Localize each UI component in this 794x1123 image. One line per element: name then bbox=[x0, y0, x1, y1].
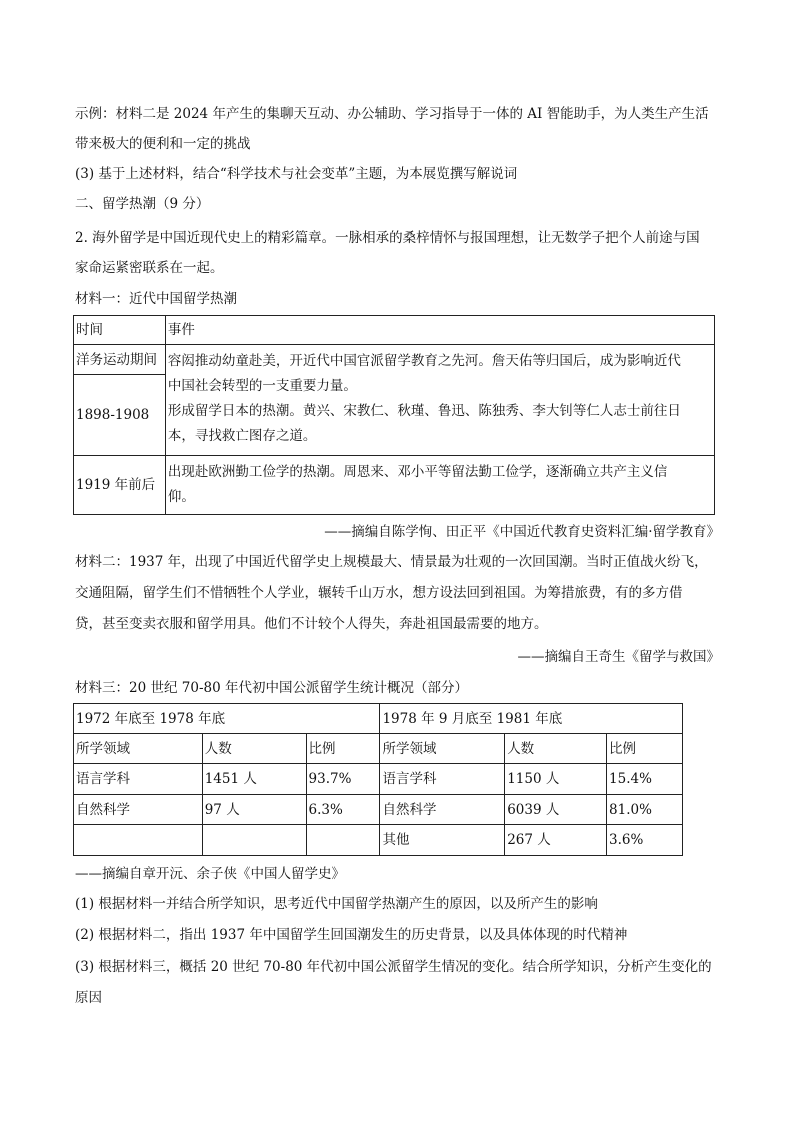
material-1-table bbox=[73, 315, 715, 515]
ratio-cell bbox=[306, 825, 380, 856]
material-2-line-1: 材料二：1937 年，出现了中国近代留学史上规模最大、情景最为壮观的一次回国潮。当时正值战火纷飞， bbox=[75, 554, 708, 570]
section-heading: 二、留学热潮（9 分） bbox=[75, 196, 210, 212]
time-cell: 洋务运动期间 bbox=[74, 345, 166, 375]
table-row bbox=[74, 764, 683, 795]
table-row bbox=[74, 825, 683, 856]
field-cell bbox=[74, 825, 203, 856]
field-cell: 语言学科 bbox=[74, 764, 203, 795]
material-2-source: ——摘编自王奇生《留学与救国》 bbox=[517, 649, 720, 665]
ratio-cell: 3.6% bbox=[607, 825, 683, 856]
field-cell: 语言学科 bbox=[380, 764, 505, 795]
header-field: 所学领域 bbox=[380, 734, 505, 764]
question-1: (1) 根据材料一并结合所学知识，思考近代中国留学热潮产生的原因，以及所产生的影响 bbox=[75, 896, 598, 912]
material-1-title: 材料一：近代中国留学热潮 bbox=[75, 291, 237, 307]
field-cell: 自然科学 bbox=[380, 795, 505, 825]
table-row bbox=[74, 345, 715, 375]
event-line: 仰。 bbox=[167, 489, 195, 505]
period-row bbox=[74, 704, 683, 734]
header-time: 时间 bbox=[74, 316, 166, 345]
count-cell bbox=[202, 825, 306, 856]
event-cell bbox=[165, 345, 714, 456]
question-2: (2) 根据材料二，指出 1937 年中国留学生回国潮发生的历史背景，以及具体体现的时代精神 bbox=[75, 927, 628, 943]
material-3-title: 材料三：20 世纪 70-80 年代初中国公派留学生统计概况（部分） bbox=[75, 680, 468, 696]
event-line: 出现赴欧洲勤工俭学的热潮。周恩来、邓小平等留法勤工俭学，逐渐确立共产主义信 bbox=[167, 464, 668, 480]
header-field: 所学领域 bbox=[74, 734, 203, 764]
header-count: 人数 bbox=[505, 734, 607, 764]
event-line: 本，寻找救亡图存之道。 bbox=[167, 428, 317, 444]
ratio-cell: 15.4% bbox=[607, 764, 683, 795]
field-cell: 自然科学 bbox=[74, 795, 203, 825]
material-3-source: ——摘编自章开沅、余子侠《中国人留学史》 bbox=[75, 866, 345, 882]
period-right: 1978 年 9 月底至 1981 年底 bbox=[380, 704, 683, 734]
table-row bbox=[74, 795, 683, 825]
time-cell: 1919 年前后 bbox=[74, 456, 166, 515]
material-2-line-3: 贷，甚至变卖衣服和留学用具。他们不计较个人得失，奔赴祖国最需要的地方。 bbox=[75, 616, 548, 632]
example-line-1: 示例：材料二是 2024 年产生的集聊天互动、办公辅助、学习指导于一体的 AI 智能助手，为人类生产生活 bbox=[75, 106, 709, 122]
question-3-line-2: 原因 bbox=[75, 990, 102, 1006]
column-header-row bbox=[74, 734, 683, 764]
header-ratio: 比例 bbox=[306, 734, 380, 764]
table-header-row bbox=[74, 316, 715, 345]
ratio-cell: 81.0% bbox=[607, 795, 683, 825]
material-1-source: ——摘编自陈学恂、田正平《中国近代教育史资料汇编·留学教育》 bbox=[324, 524, 720, 540]
event-line: 中国社会转型的一支重要力量。 bbox=[167, 378, 357, 394]
lead-line-2: 家命运紧密联系在一起。 bbox=[75, 260, 224, 276]
table-row bbox=[74, 456, 715, 515]
ratio-cell: 93.7% bbox=[306, 764, 380, 795]
material-3-table bbox=[73, 703, 683, 856]
period-left: 1972 年底至 1978 年底 bbox=[74, 704, 380, 734]
header-event: 事件 bbox=[165, 316, 714, 345]
time-cell: 1898-1908 bbox=[74, 375, 166, 456]
header-count: 人数 bbox=[202, 734, 306, 764]
question-3-line-1: (3) 根据材料三，概括 20 世纪 70-80 年代初中国公派留学生情况的变化。结合所学知识，分析产生变化的 bbox=[75, 959, 712, 975]
count-cell: 1451 人 bbox=[202, 764, 306, 795]
example-line-2: 带来极大的便利和一定的挑战 bbox=[75, 136, 251, 152]
header-ratio: 比例 bbox=[607, 734, 683, 764]
event-line: 容闳推动幼童赴美，开近代中国官派留学教育之先河。詹天佑等归国后，成为影响近代 bbox=[167, 353, 681, 369]
field-cell: 其他 bbox=[380, 825, 505, 856]
event-line: 形成留学日本的热潮。黄兴、宋教仁、秋瑾、鲁迅、陈独秀、李大钊等仁人志士前往日 bbox=[167, 403, 681, 419]
material-2-line-2: 交通阻隔，留学生们不惜牺牲个人学业，辗转千山万水，想方设法回到祖国。为筹措旅费，有的多方借 bbox=[75, 585, 683, 601]
lead-line-1: 2. 海外留学是中国近现代史上的精彩篇章。一脉相承的桑梓情怀与报国理想，让无数学子把个人前途与国 bbox=[75, 230, 700, 246]
count-cell: 1150 人 bbox=[505, 764, 607, 795]
event-cell bbox=[165, 456, 714, 515]
count-cell: 267 人 bbox=[505, 825, 607, 856]
count-cell: 6039 人 bbox=[505, 795, 607, 825]
question-3-previous: (3) 基于上述材料，结合“科学技术与社会变革”主题，为本展览撰写解说词 bbox=[75, 166, 518, 182]
count-cell: 97 人 bbox=[202, 795, 306, 825]
ratio-cell: 6.3% bbox=[306, 795, 380, 825]
